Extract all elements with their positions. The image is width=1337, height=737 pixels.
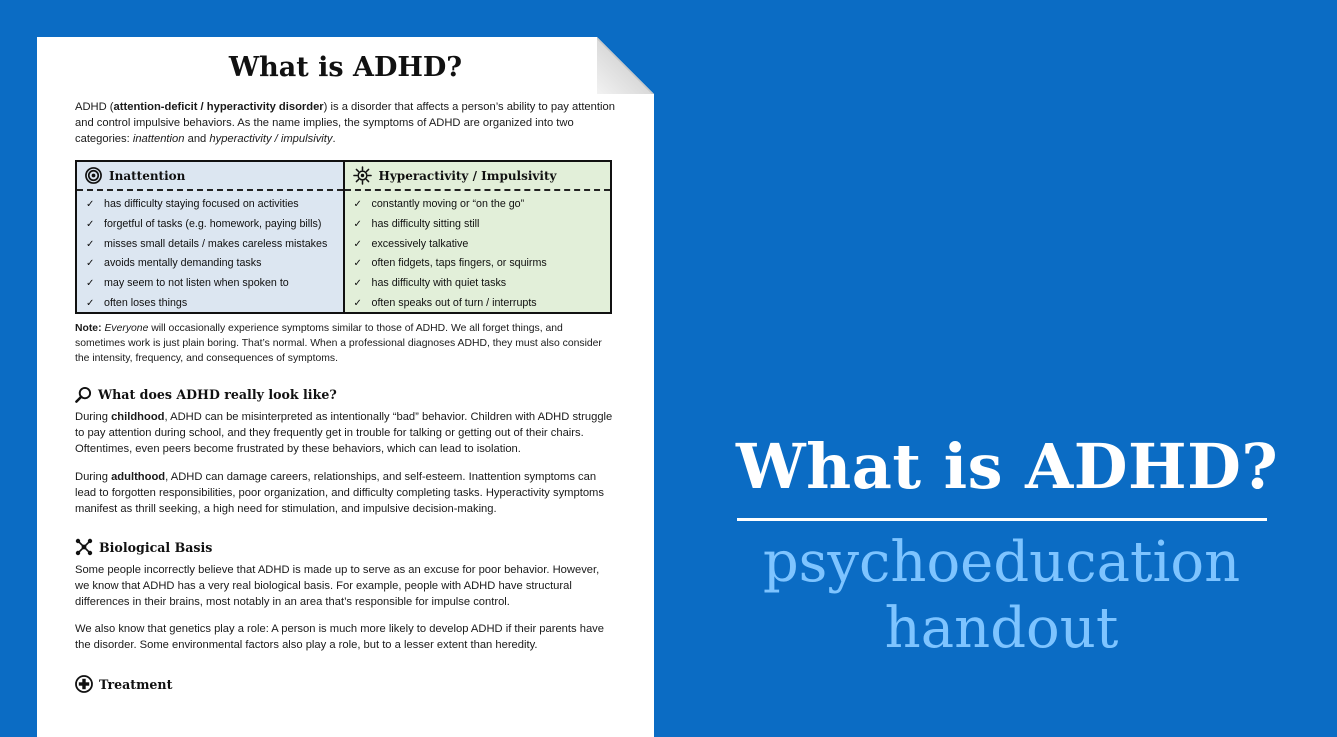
symptom-table xyxy=(75,160,612,314)
list-item xyxy=(354,254,611,274)
list-item xyxy=(354,235,611,255)
starburst-icon xyxy=(353,166,372,185)
promo-subtitle-line2: handout xyxy=(884,596,1119,661)
promo-divider xyxy=(737,518,1267,521)
molecule-icon xyxy=(75,538,93,556)
bio-paragraph-1: Some people incorrectly believe that ADHD is made up to serve as an excuse for poor behavior. However, we know that ADHD has a very real biological basis. For example, people with ADHD have structural differences in their brains, most notably in an area that’s responsible for impulse control. xyxy=(75,564,600,608)
section-title: What does ADHD really look like? xyxy=(98,387,337,402)
list-item xyxy=(354,215,611,235)
note-paragraph xyxy=(75,322,615,366)
hyperactivity-list xyxy=(345,191,611,314)
check-icon: ✓ xyxy=(353,218,362,230)
section-title: Treatment xyxy=(99,676,173,692)
paragraph-text: , ADHD can damage careers, relationships, and self-esteem. Inattention symptoms can lead to forgotten responsibilities, poor organization, and difficulty completing tasks. Hyperactivity symptoms manifest as thrill seeking, a high need for stimulation, and impulsive decision-making. xyxy=(75,471,604,515)
intro-italic-term: hyperactivity / impulsivity xyxy=(209,132,333,145)
list-item xyxy=(86,294,343,314)
paragraph-text: , ADHD can be misinterpreted as intentionally “bad” behavior. Children with ADHD struggle to pay attention during school, and they frequently get in trouble for talking or getting out of their chairs. Oftentimes, even peers become frustrated by these behaviors, which can lead to isolation. xyxy=(75,411,613,455)
symptom-text: constantly moving or “on the go” xyxy=(371,198,525,210)
list-item xyxy=(86,215,343,235)
check-icon: ✓ xyxy=(86,297,95,309)
target-icon xyxy=(85,167,102,184)
note-text: will occasionally experience symptoms similar to those of ADHD. We all forget things, and sometimes work is just plain boring. That’s normal. When a professional diagnoses ADHD, they must also consider the intensity, frequency, and consequences of symptoms. xyxy=(75,323,602,364)
list-item xyxy=(86,274,343,294)
list-item xyxy=(354,294,611,314)
inattention-header xyxy=(77,162,343,191)
paragraph-text: During xyxy=(75,411,112,423)
check-icon: ✓ xyxy=(353,238,362,250)
symptom-text: avoids mentally demanding tasks xyxy=(104,257,262,270)
check-icon: ✓ xyxy=(86,258,95,270)
symptom-text: forgetful of tasks (e.g. homework, paying bills) xyxy=(104,217,322,230)
hyperactivity-column xyxy=(345,162,611,312)
section-heading-treatment xyxy=(75,675,172,693)
paragraph-text: During xyxy=(75,471,112,483)
intro-italic-term: inattention xyxy=(132,132,185,145)
check-icon: ✓ xyxy=(353,278,362,290)
note-label: Note: xyxy=(75,323,102,334)
note-emphasis: Everyone xyxy=(104,323,149,334)
intro-text: . xyxy=(332,132,336,145)
section-heading-bio xyxy=(75,538,212,556)
inattention-column xyxy=(77,162,345,312)
symptom-text: often fidgets, taps fingers, or squirms xyxy=(371,257,547,270)
intro-paragraph xyxy=(75,100,615,147)
symptom-text: may seem to not listen when spoken to xyxy=(104,277,289,290)
symptom-text: has difficulty sitting still xyxy=(371,217,480,230)
inattention-heading: Inattention xyxy=(109,168,186,183)
check-icon: ✓ xyxy=(86,218,95,230)
check-icon: ✓ xyxy=(86,278,95,290)
check-icon: ✓ xyxy=(86,199,95,210)
check-icon: ✓ xyxy=(353,297,362,309)
list-item xyxy=(354,195,611,215)
symptom-text: often speaks out of turn / interrupts xyxy=(371,296,537,309)
intro-text: ADHD ( xyxy=(75,101,114,113)
intro-text: ) is a disorder that affects a person’s ability to pay attention and control impulsive behaviors. As the name implies, the symptoms of ADHD are organized into two categories: xyxy=(75,101,615,145)
symptom-text: has difficulty staying focused on activities xyxy=(104,198,299,210)
symptom-text: misses small details / makes careless mistakes xyxy=(104,237,328,250)
hyperactivity-header xyxy=(345,162,611,191)
check-icon: ✓ xyxy=(86,238,95,250)
medical-cross-icon xyxy=(75,675,93,693)
paragraph-bold: adulthood xyxy=(111,471,166,483)
list-item xyxy=(86,235,343,255)
check-icon: ✓ xyxy=(353,258,362,270)
list-item xyxy=(86,254,343,274)
check-icon: ✓ xyxy=(353,199,362,210)
document-title: What is ADHD? xyxy=(228,52,463,83)
inattention-list xyxy=(77,191,343,314)
promo-title: What is ADHD? xyxy=(736,430,1279,503)
promo-subtitle-line1: psychoeducation xyxy=(762,530,1241,595)
symptom-text: often loses things xyxy=(104,296,188,309)
list-item xyxy=(86,195,343,215)
magnifier-icon xyxy=(75,386,92,403)
list-item xyxy=(354,274,611,294)
intro-text: and xyxy=(184,132,210,145)
symptom-text: has difficulty with quiet tasks xyxy=(371,277,507,290)
section-heading-look xyxy=(75,386,337,403)
bio-paragraph-2: We also know that genetics play a role: A person is much more likely to develop ADHD if their parents have the disorder. Some environmental factors also play a role, but to a lesser extent than heredity. xyxy=(75,623,604,651)
symptom-text: excessively talkative xyxy=(371,237,469,250)
intro-bold-term: attention-deficit / hyperactivity disorder xyxy=(113,101,324,113)
section-title: Biological Basis xyxy=(99,539,213,555)
hyperactivity-heading: Hyperactivity / Impulsivity xyxy=(378,168,557,183)
childhood-paragraph xyxy=(75,410,615,457)
adulthood-paragraph xyxy=(75,470,615,517)
paragraph-bold: childhood xyxy=(111,411,165,423)
